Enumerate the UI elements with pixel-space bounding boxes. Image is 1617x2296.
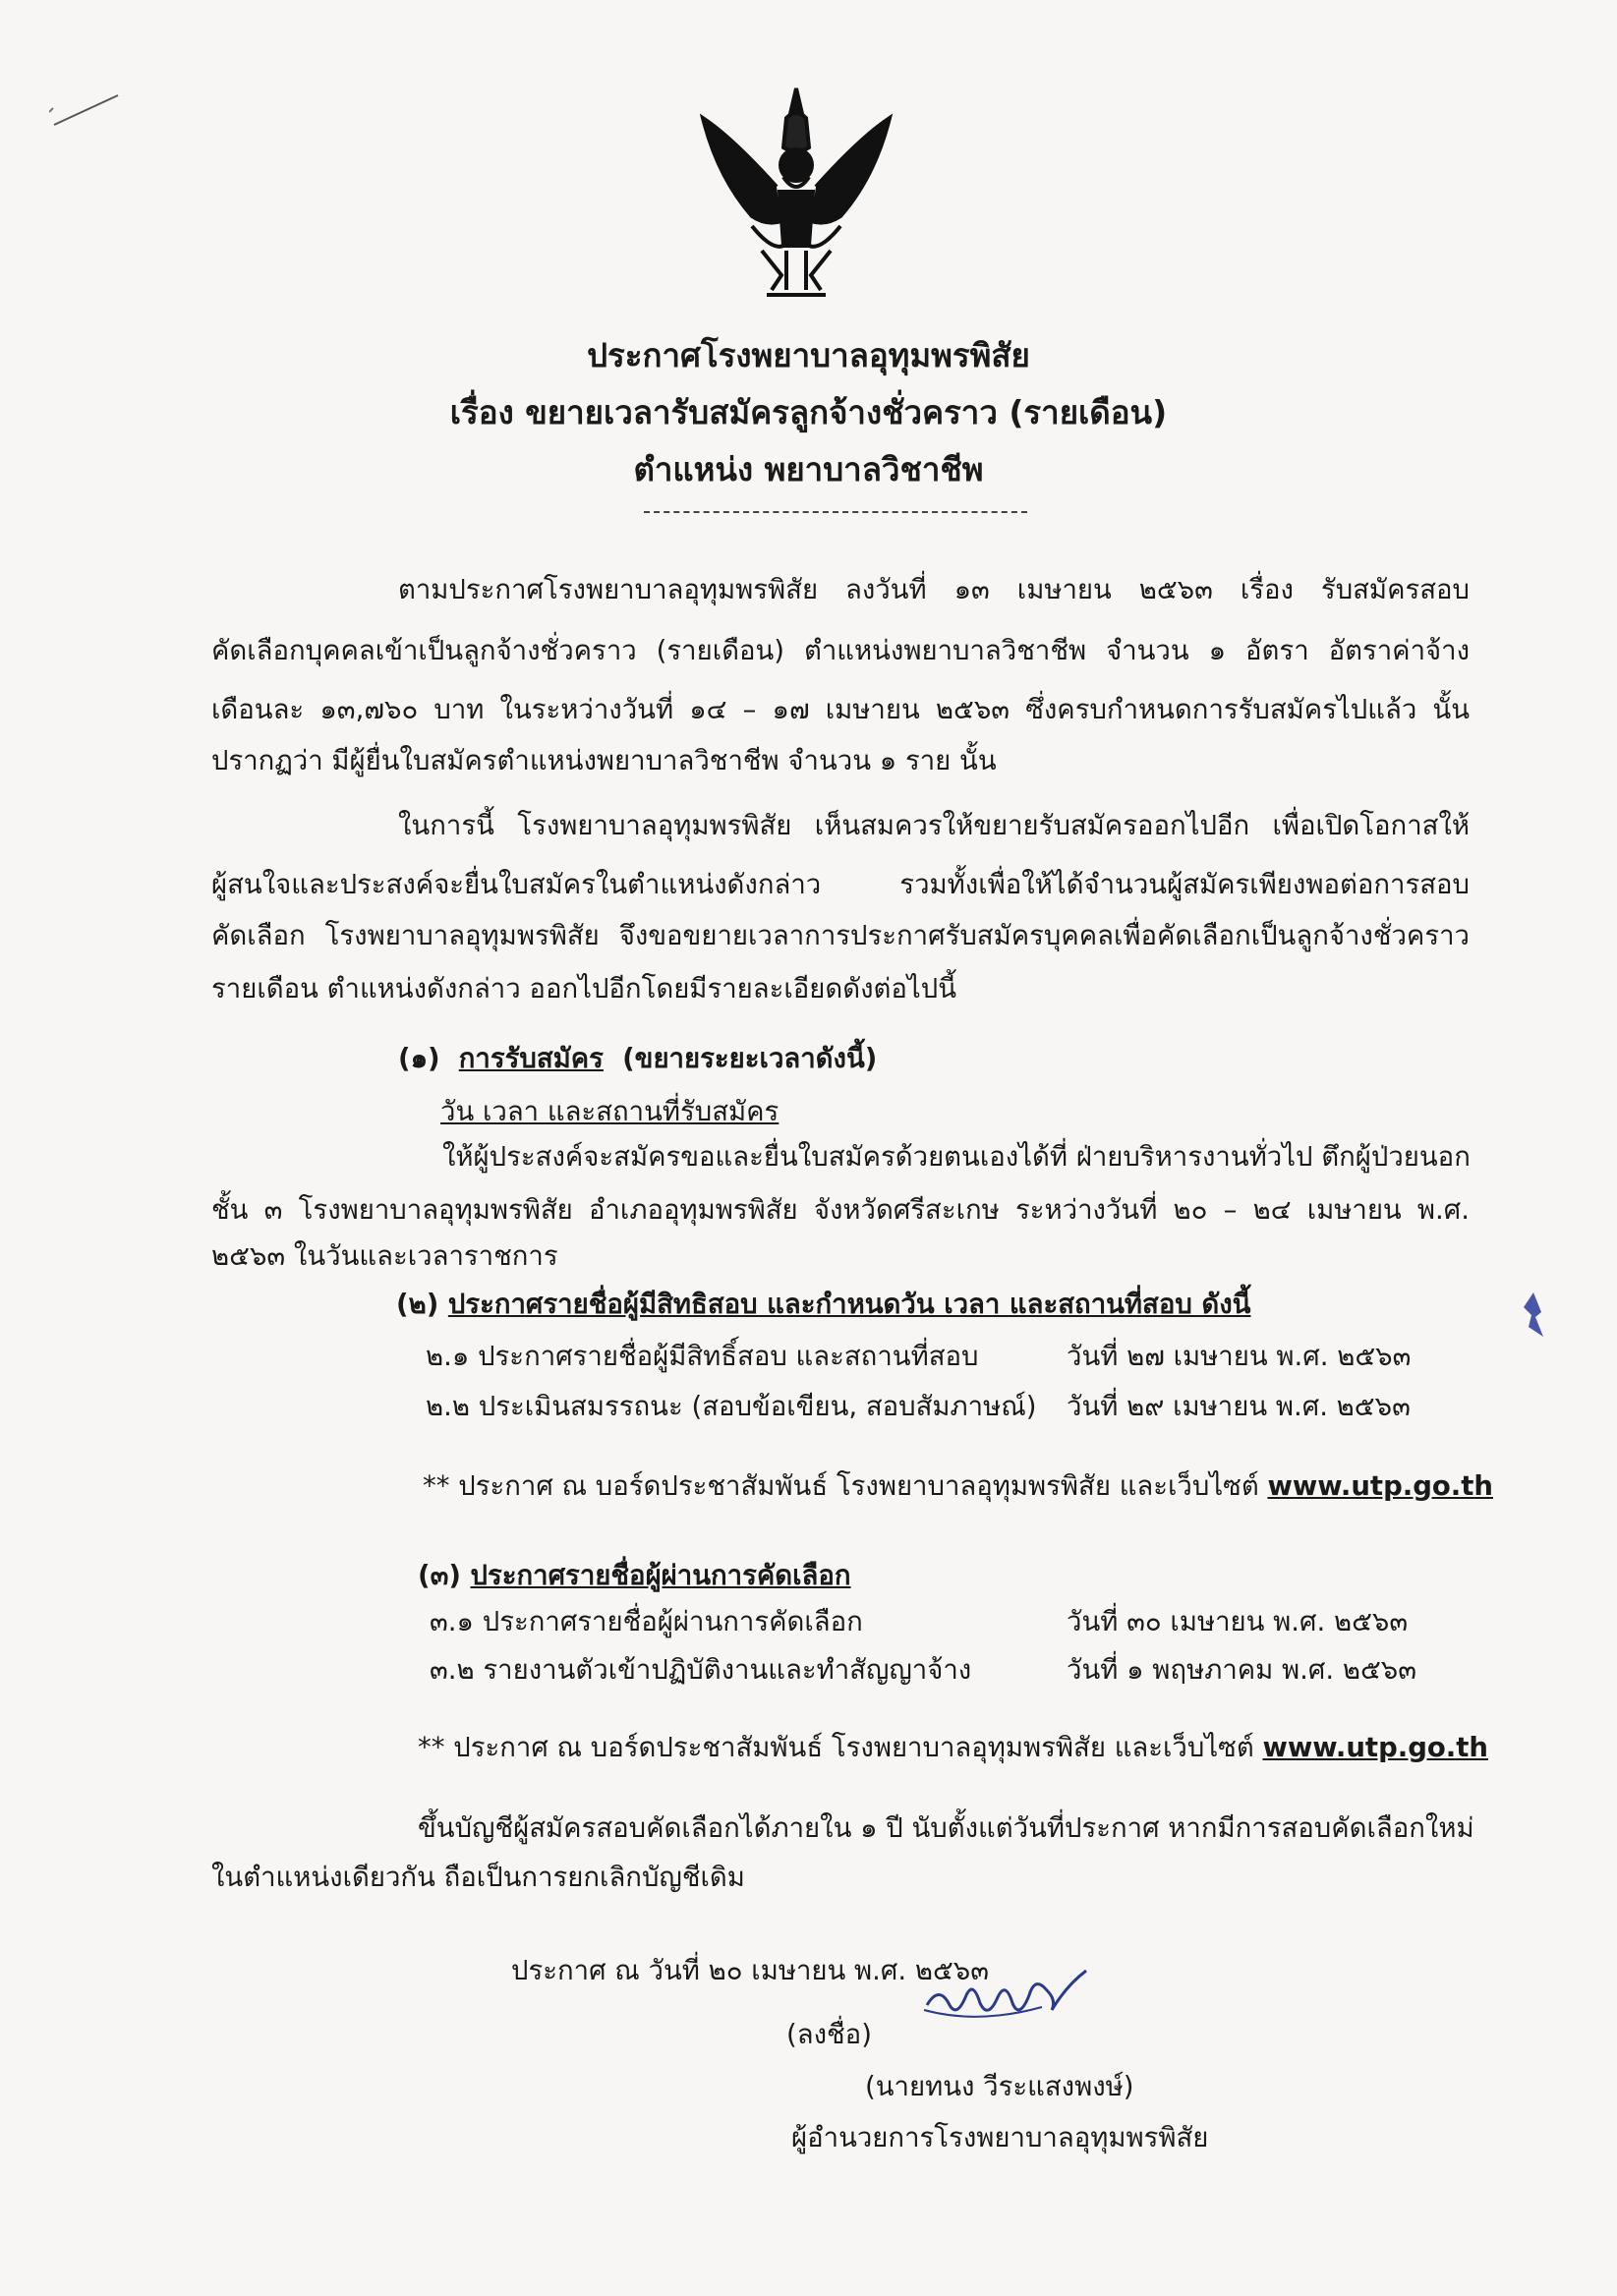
section1-subtitle: วัน เวลา และสถานที่รับสมัคร bbox=[440, 1096, 780, 1127]
section2-note-text: ** ประกาศ ณ บอร์ดประชาสัมพันธ์ โรงพยาบาลอุทุมพรพิสัย และเว็บไซต์ bbox=[423, 1470, 1259, 1502]
section2-heading bbox=[396, 1285, 1250, 1324]
section3-item1-date: วันที่ ๓๐ เมษายน พ.ศ. ๒๕๖๓ bbox=[1067, 1606, 1409, 1637]
section2-note bbox=[423, 1466, 1493, 1506]
section2-title: ประกาศรายชื่อผู้มีสิทธิสอบ และกำหนดวัน เวลา และสถานที่สอบ ดังนี้ bbox=[447, 1289, 1251, 1320]
section3-note-text: ** ประกาศ ณ บอร์ดประชาสัมพันธ์ โรงพยาบาลอุทุมพรพิสัย และเว็บไซต์ bbox=[418, 1732, 1254, 1763]
signed-label: (ลงชื่อ) bbox=[786, 2019, 872, 2050]
section3-note bbox=[418, 1728, 1488, 1767]
paragraph2-line2: ผู้สนใจและประสงค์จะยื่นใบสมัครในตำแหน่งดังกล่าว รวมทั้งเพื่อให้ได้จำนวนผู้สมัครเพียงพอต่อการสอบ bbox=[211, 869, 1470, 900]
paragraph1-line2: คัดเลือกบุคคลเข้าเป็นลูกจ้างชั่วคราว (รายเดือน) ตำแหน่งพยาบาลวิชาชีพ จำนวน ๑ อัตรา อัตราค่าจ้าง bbox=[211, 635, 1470, 666]
section1-line3: ๒๕๖๓ ในวันและเวลาราชการ bbox=[211, 1240, 558, 1272]
announce-date: ประกาศ ณ วันที่ ๒๐ เมษายน พ.ศ. ๒๕๖๓ bbox=[511, 1955, 990, 1986]
garuda-emblem-icon bbox=[693, 79, 899, 305]
section2-item2-label: ๒.๒ ประเมินสมรรถนะ (สอบข้อเขียน, สอบสัมภาษณ์) bbox=[426, 1391, 1037, 1422]
header-position: ตำแหน่ง พยาบาลวิชาชีพ bbox=[633, 450, 984, 488]
section3-heading bbox=[418, 1556, 851, 1595]
ink-blot-mark bbox=[1514, 1288, 1553, 1347]
section3-item2-label: ๓.๒ รายงานตัวเข้าปฏิบัติงานและทำสัญญาจ้าง bbox=[430, 1654, 972, 1686]
header-divider bbox=[644, 511, 1027, 513]
section3-title: ประกาศรายชื่อผู้ผ่านการคัดเลือก bbox=[470, 1560, 851, 1591]
section1-line2: ชั้น ๓ โรงพยาบาลอุทุมพรพิสัย อำเภออุทุมพรพิสัย จังหวัดศรีสะเกษ ระหว่างวันที่ ๒๐ – ๒๔ เมษายน พ.ศ. bbox=[211, 1194, 1470, 1226]
signer-position: ผู้อำนวยการโรงพยาบาลอุทุมพรพิสัย bbox=[791, 2122, 1209, 2153]
scratch-mark-icon bbox=[49, 90, 128, 130]
section2-item1-label: ๒.๑ ประกาศรายชื่อผู้มีสิทธิ์สอบ และสถานที่สอบ bbox=[426, 1341, 979, 1372]
section2-item1-date: วันที่ ๒๗ เมษายน พ.ศ. ๒๕๖๓ bbox=[1067, 1341, 1412, 1372]
section2-website-link[interactable]: www.utp.go.th bbox=[1267, 1470, 1493, 1502]
signer-name: (นายทนง วีระแสงพงษ์) bbox=[865, 2071, 1134, 2102]
section1-line1: ให้ผู้ประสงค์จะสมัครขอและยื่นใบสมัครด้วยตนเองได้ที่ ฝ่ายบริหารงานทั่วไป ตึกผู้ป่วยนอก bbox=[442, 1141, 1471, 1173]
paragraph1-line3: เดือนละ ๑๓,๗๖๐ บาท ในระหว่างวันที่ ๑๔ – ๑๗ เมษายน ๒๕๖๓ ซึ่งครบกำหนดการรับสมัครไปแล้ว นั้น bbox=[211, 694, 1470, 725]
paragraph1-line1: ตามประกาศโรงพยาบาลอุทุมพรพิสัย ลงวันที่ ๑๓ เมษายน ๒๕๖๓ เรื่อง รับสมัครสอบ bbox=[398, 574, 1470, 605]
section2-item2-date: วันที่ ๒๙ เมษายน พ.ศ. ๒๕๖๓ bbox=[1067, 1391, 1411, 1422]
section1-heading bbox=[398, 1039, 877, 1078]
section1-title: การรับสมัคร bbox=[458, 1043, 604, 1074]
header-title: ประกาศโรงพยาบาลอุทุมพรพิสัย bbox=[587, 336, 1030, 374]
header-subject: เรื่อง ขยายเวลารับสมัครลูกจ้างชั่วคราว (รายเดือน) bbox=[449, 393, 1168, 431]
paragraph2-line1: ในการนี้ โรงพยาบาลอุทุมพรพิสัย เห็นสมควรให้ขยายรับสมัครออกไปอีก เพื่อเปิดโอกาสให้ bbox=[398, 810, 1470, 841]
section1-number: (๑) bbox=[398, 1043, 440, 1074]
section2-number: (๒) bbox=[396, 1289, 439, 1320]
section3-item1-label: ๓.๑ ประกาศรายชื่อผู้ผ่านการคัดเลือก bbox=[430, 1606, 863, 1637]
handwritten-signature bbox=[919, 1966, 1096, 2035]
closing-line2: ในตำแหน่งเดียวกัน ถือเป็นการยกเลิกบัญชีเดิม bbox=[211, 1862, 745, 1893]
section3-website-link[interactable]: www.utp.go.th bbox=[1262, 1732, 1488, 1763]
closing-line1: ขึ้นบัญชีผู้สมัครสอบคัดเลือกได้ภายใน ๑ ปี นับตั้งแต่วันที่ประกาศ หากมีการสอบคัดเลือกใหม่ bbox=[418, 1812, 1474, 1844]
section1-title-note: (ขยายระยะเวลาดังนี้) bbox=[622, 1043, 878, 1074]
paragraph2-line3: คัดเลือก โรงพยาบาลอุทุมพรพิสัย จึงขอขยายเวลาการประกาศรับสมัครบุคคลเพื่อคัดเลือกเป็นลูกจ้างชั่วคราว bbox=[211, 920, 1470, 951]
section3-number: (๓) bbox=[418, 1560, 461, 1591]
paragraph1-line4: ปรากฏว่า มีผู้ยื่นใบสมัครตำแหน่งพยาบาลวิชาชีพ จำนวน ๑ ราย นั้น bbox=[211, 745, 997, 776]
section3-item2-date: วันที่ ๑ พฤษภาคม พ.ศ. ๒๕๖๓ bbox=[1067, 1654, 1417, 1686]
paragraph2-line4: รายเดือน ตำแหน่งดังกล่าว ออกไปอีกโดยมีรายละเอียดดังต่อไปนี้ bbox=[211, 973, 957, 1004]
